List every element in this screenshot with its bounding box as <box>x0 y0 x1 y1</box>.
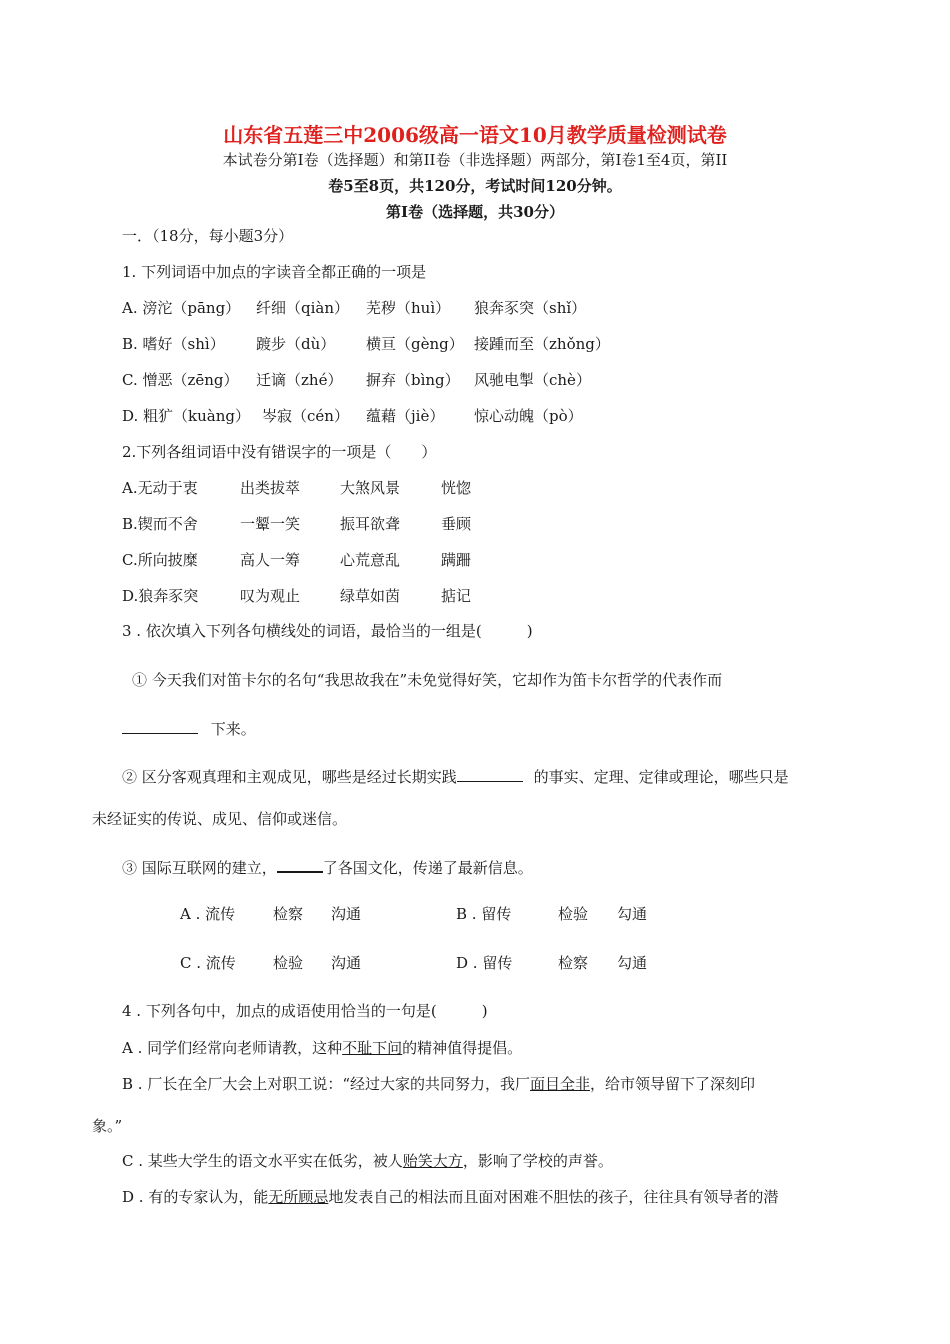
q4-option-c <box>122 1151 613 1171</box>
q2-c-3: 心荒意乱 <box>340 551 401 569</box>
part1-heading: 第I卷（选择题，共30分） <box>386 203 564 221</box>
q4-c-end: ，影响了学校的声誉。 <box>462 1152 613 1170</box>
q3-sentence-2-start: ② 区分客观真理和主观成见，哪些是经过长期实践 <box>122 768 457 786</box>
q3-blank-2 <box>457 766 523 782</box>
q1-d-2: 岑寂（cén） <box>262 407 349 425</box>
q4-b-start: B . 厂长在全厂大会上对职工说：“经过大家的共同努力，我厂 <box>122 1075 530 1093</box>
q4-stem: 4 . 下列各句中，加点的成语使用恰当的一句是( ) <box>122 1002 488 1020</box>
q2-d-1: D.狼奔豕突 <box>122 587 199 605</box>
q3-b-3: 勾通 <box>617 905 648 923</box>
page-title: 山东省五莲三中2006级高一语文10月教学质量检测试卷 <box>223 123 727 147</box>
q3-d-1: D . 留传 <box>456 954 513 972</box>
q3-a-1: A . 流传 <box>180 905 236 923</box>
q4-a-idiom: 不耻下问 <box>342 1039 403 1057</box>
q3-stem: 3 . 依次填入下列各句横线处的词语，最恰当的一组是( ) <box>122 622 533 640</box>
q1-a-3: 芜秽（huì） <box>366 299 451 317</box>
q3-sentence-1-cont <box>122 718 256 739</box>
q4-b-idiom: 面目全非 <box>530 1075 591 1093</box>
q3-sentence-3-start: ③ 国际互联网的建立， <box>122 859 277 877</box>
q3-a-2: 检察 <box>273 905 304 923</box>
q2-d-3: 绿草如茵 <box>340 587 401 605</box>
q1-b-2: 踱步（dù） <box>256 335 336 353</box>
q2-c-1: C.所向披糜 <box>122 551 198 569</box>
q4-option-d <box>122 1187 778 1207</box>
q4-c-idiom: 贻笑大方 <box>402 1152 463 1170</box>
intro-line-1: 本试卷分第I卷（选择题）和第II卷（非选择题）两部分，第I卷1至4页，第II <box>222 151 728 169</box>
q2-b-1: B.锲而不舍 <box>122 515 198 533</box>
q2-stem: 2.下列各组词语中没有错误字的一项是（ ） <box>122 443 437 461</box>
q4-d-start: D . 有的专家认为，能 <box>122 1188 269 1206</box>
q2-d-2: 叹为观止 <box>240 587 301 605</box>
q3-sentence-1: ① 今天我们对笛卡尔的名句“我思故我在”未免觉得好笑，它却作为笛卡尔哲学的代表作而 <box>132 671 723 689</box>
q3-b-1: B . 留传 <box>456 905 512 923</box>
q2-a-4: 恍惚 <box>441 479 472 497</box>
q2-c-2: 高人一筹 <box>240 551 301 569</box>
q3-c-2: 检验 <box>273 954 304 972</box>
q3-a-3: 沟通 <box>331 905 362 923</box>
q1-c-2: 迁谪（zhé） <box>256 371 343 389</box>
q2-a-3: 大煞风景 <box>340 479 401 497</box>
q3-sentence-3 <box>122 856 533 878</box>
q4-a-end: 的精神值得提倡。 <box>402 1039 523 1057</box>
q4-b-end: ，给市领导留下了深刻印 <box>590 1075 756 1093</box>
q1-stem: 1. 下列词语中加点的字读音全都正确的一项是 <box>122 263 427 281</box>
q4-option-b <box>122 1074 755 1094</box>
q1-c-4: 风驰电掣（chè） <box>474 371 591 389</box>
q3-sentence-3-end: 了各国文化，传递了最新信息。 <box>322 859 533 877</box>
q3-sentence-2-cont: 未经证实的传说、成见、信仰或迷信。 <box>92 810 348 828</box>
q1-d-1: D. 粗犷（kuàng） <box>122 407 250 425</box>
q1-a-1: A. 滂沱（pāng） <box>122 299 241 317</box>
q3-blank-1 <box>122 718 198 734</box>
q2-d-4: 掂记 <box>441 587 472 605</box>
q4-d-idiom: 无所顾忌 <box>268 1188 329 1206</box>
q2-b-4: 垂顾 <box>441 515 472 533</box>
q1-a-2: 纤细（qiàn） <box>256 299 350 317</box>
q1-c-1: C. 憎恶（zēng） <box>122 371 239 389</box>
q3-blank-3 <box>277 856 323 873</box>
section1-heading: 一．（18分，每小题3分） <box>122 227 294 245</box>
q3-d-2: 检察 <box>558 954 589 972</box>
q2-b-3: 振耳欲聋 <box>340 515 401 533</box>
q4-option-a <box>122 1038 522 1058</box>
q1-b-1: B. 嗜好（shì） <box>122 335 225 353</box>
q4-d-end: 地发表自己的相法而且面对困难不胆怯的孩子，往往具有领导者的潜 <box>328 1188 779 1206</box>
q4-option-b-cont: 象。” <box>92 1117 123 1135</box>
q1-b-3: 横亘（gèng） <box>366 335 464 353</box>
q2-c-4: 蹒跚 <box>441 551 472 569</box>
q1-d-3: 蕴藉（jiè） <box>366 407 445 425</box>
q2-a-2: 出类拔萃 <box>240 479 301 497</box>
q2-b-2: 一颦一笑 <box>240 515 301 533</box>
q3-c-3: 沟通 <box>331 954 362 972</box>
q3-sentence-2 <box>122 766 789 787</box>
intro-line-2: 卷5至8页，共120分，考试时间120分钟。 <box>328 177 622 195</box>
q4-a-start: A . 同学们经常向老师请教，这种 <box>122 1039 343 1057</box>
q2-a-1: A.无动于衷 <box>122 479 198 497</box>
q3-c-1: C . 流传 <box>180 954 236 972</box>
q3-b-2: 检验 <box>558 905 589 923</box>
q3-d-3: 勾通 <box>617 954 648 972</box>
q4-c-start: C . 某些大学生的语文水平实在低劣，被人 <box>122 1152 403 1170</box>
q1-c-3: 摒弃（bìng） <box>366 371 460 389</box>
q1-d-4: 惊心动魄（pò） <box>474 407 583 425</box>
q3-sentence-1-end: 下来。 <box>210 720 256 738</box>
q3-sentence-2-mid: 的事实、定理、定律或理论，哪些只是 <box>533 768 789 786</box>
q1-b-4: 接踵而至（zhǒng） <box>474 335 610 353</box>
q1-a-4: 狼奔豕突（shǐ） <box>474 299 587 317</box>
